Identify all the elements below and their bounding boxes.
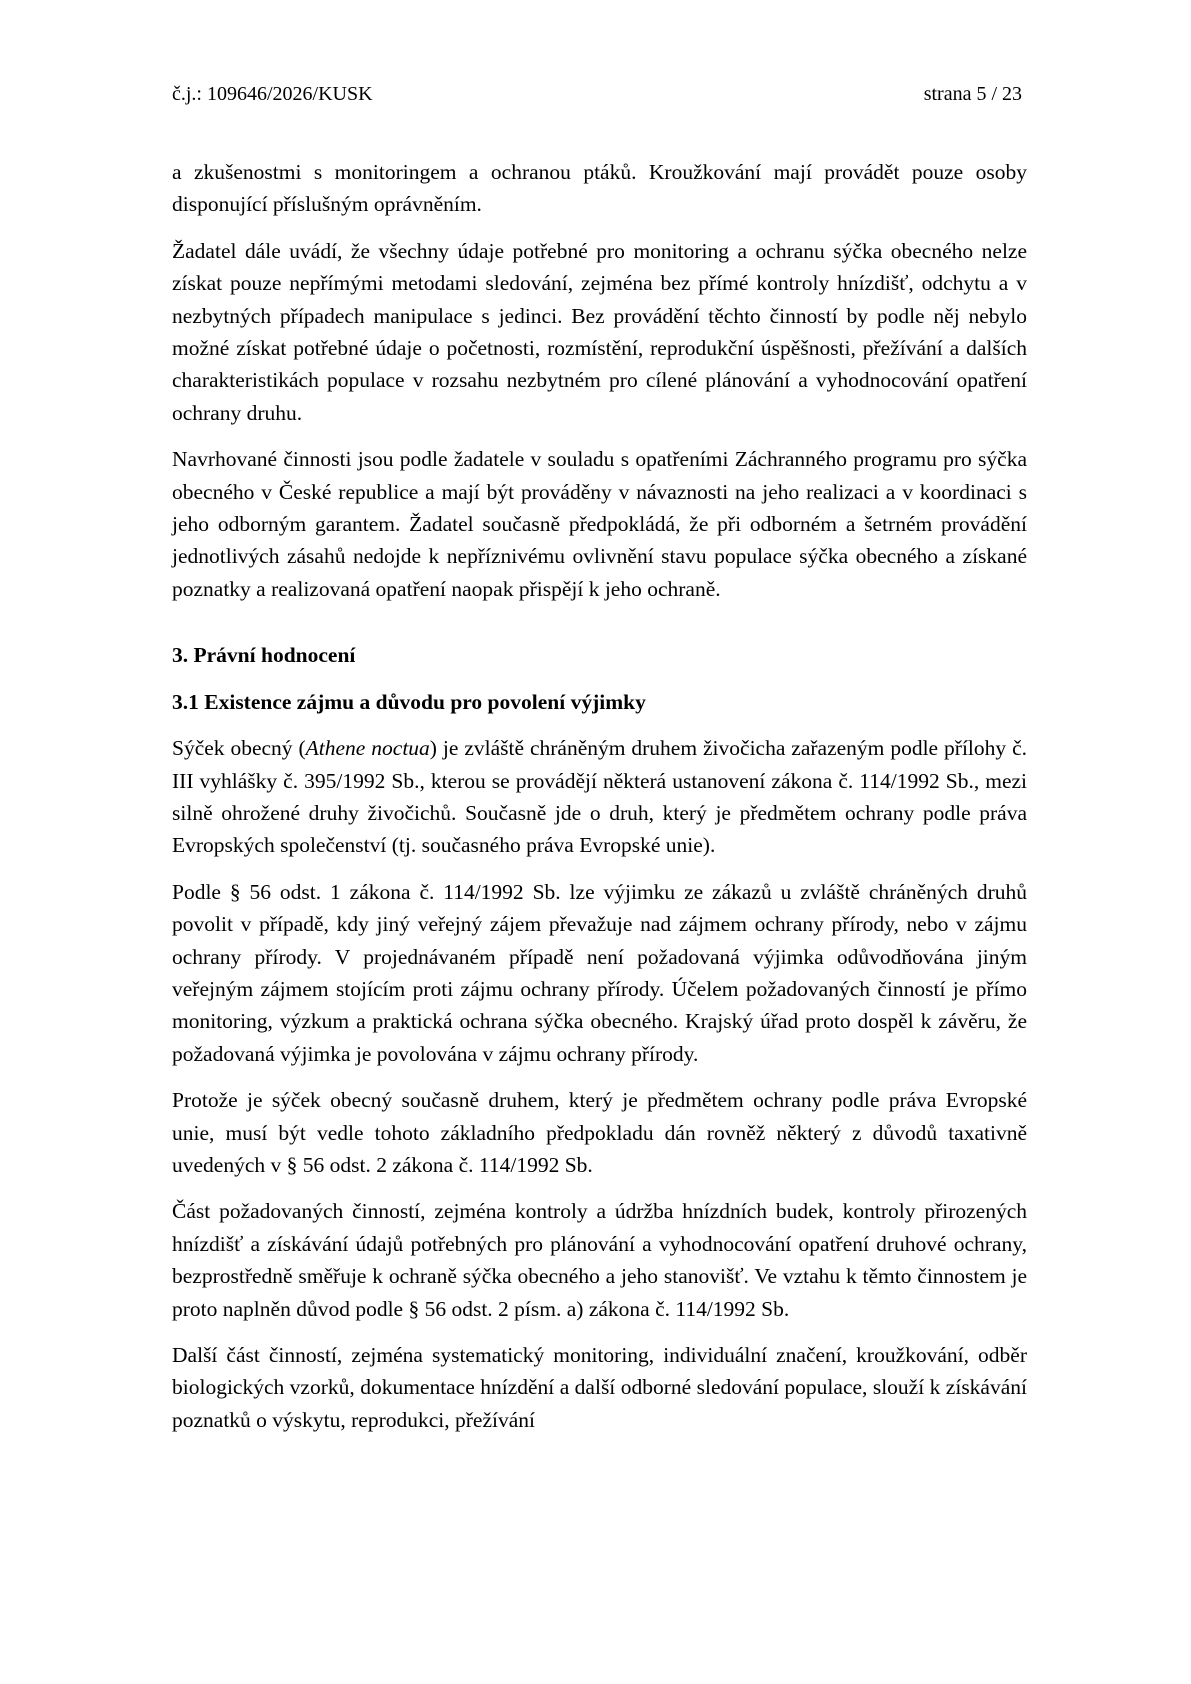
paragraph: Část požadovaných činností, zejména kontroly a údržba hnízdních budek, kontroly přirozených hnízdišť a získávání údajů potřebných pro plánování a vyhodnocování opatření druhové ochrany, bezprostředně směřuje k ochraně sýčka obecného a jeho stanovišť. Ve vztahu k těmto činnostem je proto naplněn důvod podle § 56 odst. 2 písm. a) zákona č. 114/1992 Sb. xyxy=(172,1199,1027,1321)
paragraph: Protože je sýček obecný současně druhem, který je předmětem ochrany podle práva Evropské unie, musí být vedle tohoto základního předpokladu dán rovněž některý z důvodů taxativně uvedených v § 56 odst. 2 zákona č. 114/1992 Sb. xyxy=(172,1088,1027,1177)
paragraph: Podle § 56 odst. 1 zákona č. 114/1992 Sb. lze výjimku ze zákazů u zvláště chráněných druhů povolit v případě, kdy jiný veřejný zájem převažuje nad zájmem ochrany přírody, nebo v zájmu ochrany přírody. V projednávaném případě není požadovaná výjimka odůvodňována jiným veřejným zájmem stojícím proti zájmu ochrany přírody. Účelem požadovaných činností je přímo monitoring, výzkum a praktická ochrana sýčka obecného. Krajský úřad proto dospěl k závěru, že požadovaná výjimka je povolována v zájmu ochrany přírody. xyxy=(172,879,1027,1066)
paragraph-text: Sýček obecný ( xyxy=(172,736,306,761)
reference-number: č.j.: 109646/2026/KUSK xyxy=(172,83,373,105)
paragraph: Žadatel dále uvádí, že všechny údaje potřebné pro monitoring a ochranu sýčka obecného nelze získat pouze nepřímými metodami sledování, zejména bez přímé kontroly hnízdišť, odchytu a v nezbytných případech manipulace s jedinci. Bez provádění těchto činností by podle něj nebylo možné získat potřebné údaje o početnosti, rozmístění, reprodukční úspěšnosti, přežívání a dalších charakteristikách populace v rozsahu nezbytném pro cílené plánování a vyhodnocování opatření ochrany druhu. xyxy=(172,238,1027,425)
subsection-heading: 3.1 Existence zájmu a důvodu pro povolení výjimky xyxy=(172,689,646,714)
page-number: strana 5 / 23 xyxy=(923,83,1022,105)
section-heading: 3. Právní hodnocení xyxy=(172,643,356,668)
species-latin-name: Athene noctua xyxy=(305,736,430,761)
page-header xyxy=(172,82,1022,106)
paragraph-text: ) je zvláště chráněným druhem živočicha zařazeným podle přílohy č. III vyhlášky č. 395/1992 Sb., kterou se provádějí některá ustanovení zákona č. 114/1992 Sb., mezi silně ohrožené druhy živočichů. Současně jde o druh, který je předmětem ochrany podle práva Evropských společenství (tj. současného práva Evropské unie). xyxy=(172,736,1027,858)
document-body xyxy=(172,156,1027,1450)
paragraph: a zkušenostmi s monitoringem a ochranou ptáků. Kroužkování mají provádět pouze osoby disponující příslušným oprávněním. xyxy=(172,160,1027,217)
paragraph: Další část činností, zejména systematický monitoring, individuální značení, kroužkování, odběr biologických vzorků, dokumentace hnízdění a další odborné sledování populace, slouží k získávání poznatků o výskytu, reprodukci, přežívání xyxy=(172,1343,1027,1432)
paragraph xyxy=(172,732,1027,862)
paragraph: Navrhované činnosti jsou podle žadatele v souladu s opatřeními Záchranného programu pro sýčka obecného v České republice a mají být prováděny v návaznosti na jeho realizaci a v koordinaci s jeho odborným garantem. Žadatel současně předpokládá, že při odborném a šetrném provádění jednotlivých zásahů nedojde k nepříznivému ovlivnění stavu populace sýčka obecného a získané poznatky a realizovaná opatření naopak přispějí k jeho ochraně. xyxy=(172,447,1027,601)
